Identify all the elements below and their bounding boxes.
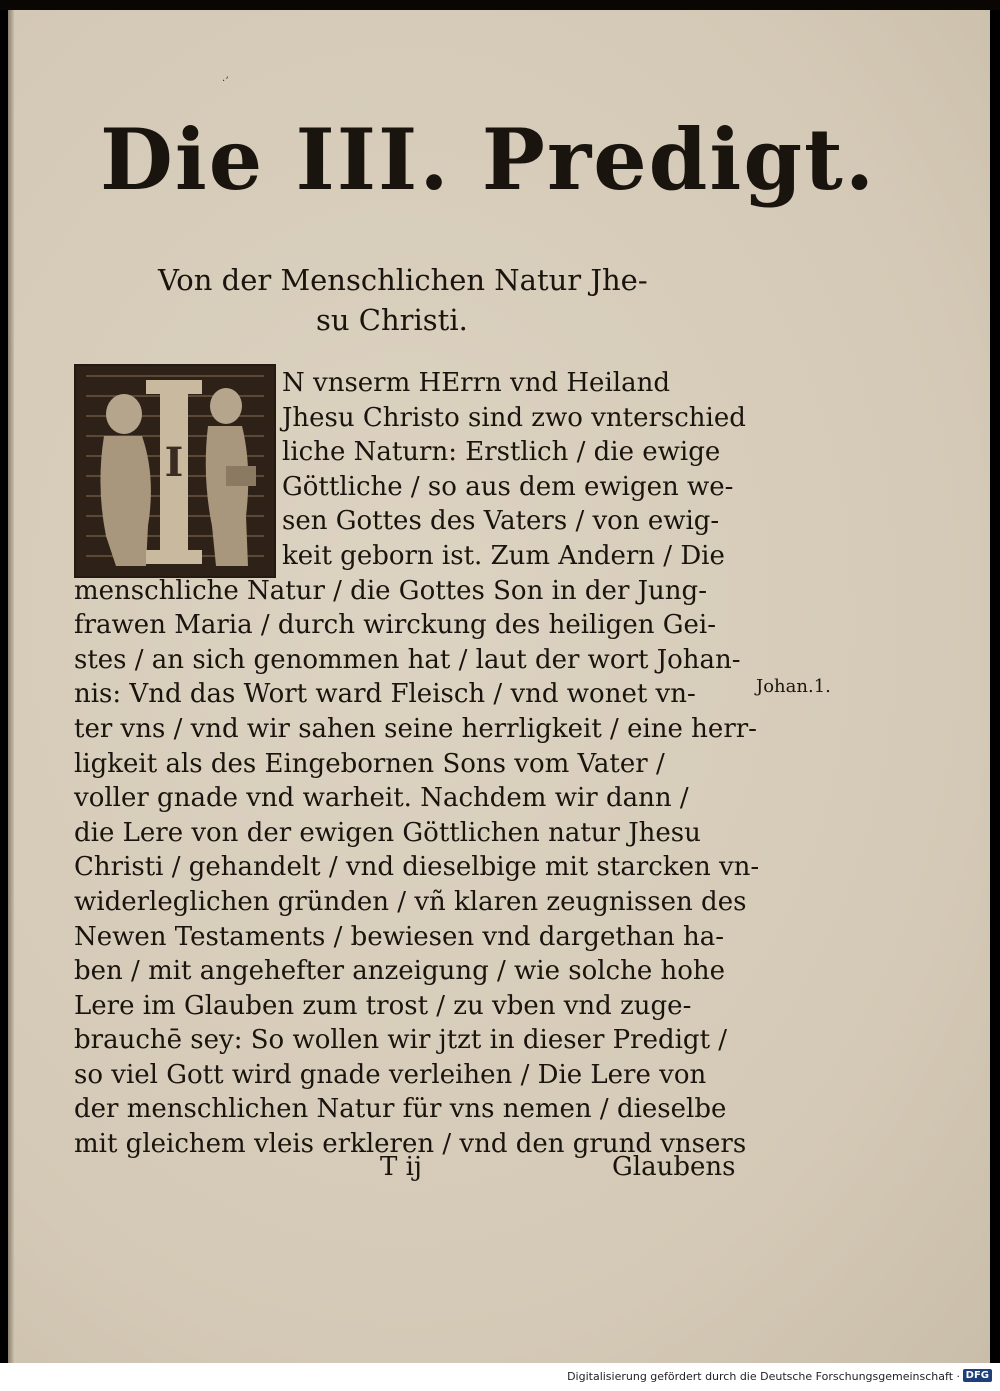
body-line: so viel Gott wird gnade verleihen / Die Lere von [74,1059,707,1090]
funding-credit-text: Digitalisierung gefördert durch die Deutsche Forschungsgemeinschaft · [567,1370,960,1383]
scan-top-edge [0,0,1000,10]
body-line: stes / an sich genommen hat / laut der wort Johan- [74,644,741,675]
body-line: ligkeit als des Eingebornen Sons vom Vater / [74,748,665,779]
body-line: ter vns / vnd wir sahen seine herrligkeit / eine herr- [74,713,757,744]
body-line: Newen Testaments / bewiesen vnd dargethan ha- [74,921,725,952]
digitization-footer [0,1363,1000,1391]
body-line: menschliche Natur / die Gottes Son in der Jung- [74,575,707,606]
subtitle-line-1: Von der Menschlichen Natur Jhe- [158,263,648,297]
catchword: Glaubens [612,1152,736,1182]
subtitle-line-2: su Christi. [316,303,468,337]
page-title: Die III. Predigt. [100,110,877,209]
body-line: sen Gottes des Vaters / von ewig- [282,506,720,537]
ink-speck: ·ʼ [222,76,229,87]
margin-reference-note: Johan.1. [756,676,831,697]
body-line: Jhesu Christo sind zwo vnterschied [282,402,746,433]
body-line: voller gnade vnd warheit. Nachdem wir dann / [74,783,689,814]
body-text [74,366,764,1162]
body-line: mit gleichem vleis erkleren / vnd den grund vnsers [74,1129,747,1160]
body-line: nis: Vnd das Wort ward Fleisch / vnd wonet vn- [74,679,696,710]
body-line: die Lere von der ewigen Göttlichen natur Jhesu [74,817,701,848]
body-line: brauchē sey: So wollen wir jtzt in dieser Predigt / [74,1025,728,1056]
initial-letter-glyph: I [164,439,184,486]
body-line: Lere im Glauben zum trost / zu vben vnd zuge- [74,990,692,1021]
page-gutter-edge [8,10,14,1363]
body-line: ben / mit angehefter anzeigung / wie solche hohe [74,956,726,987]
body-line: der menschlichen Natur für vns nemen / dieselbe [74,1094,727,1125]
body-line: Christi / gehandelt / vnd dieselbige mit starcken vn- [74,852,760,883]
signature-mark: T ij [380,1152,422,1182]
body-line: keit geborn ist. Zum Andern / Die [282,540,725,571]
body-line: N vnserm HErrn vnd Heiland [282,368,670,398]
dfg-logo-icon: DFG [963,1369,992,1382]
body-line: Göttliche / so aus dem ewigen we- [282,471,734,502]
body-line: widerleglichen gründen / vñ klaren zeugnissen des [74,886,747,917]
chapter-subtitle [158,260,648,340]
book-page [8,10,990,1363]
body-line: frawen Maria / durch wirckung des heiligen Gei- [74,610,716,641]
body-line: liche Naturn: Erstlich / die ewige [282,437,721,468]
